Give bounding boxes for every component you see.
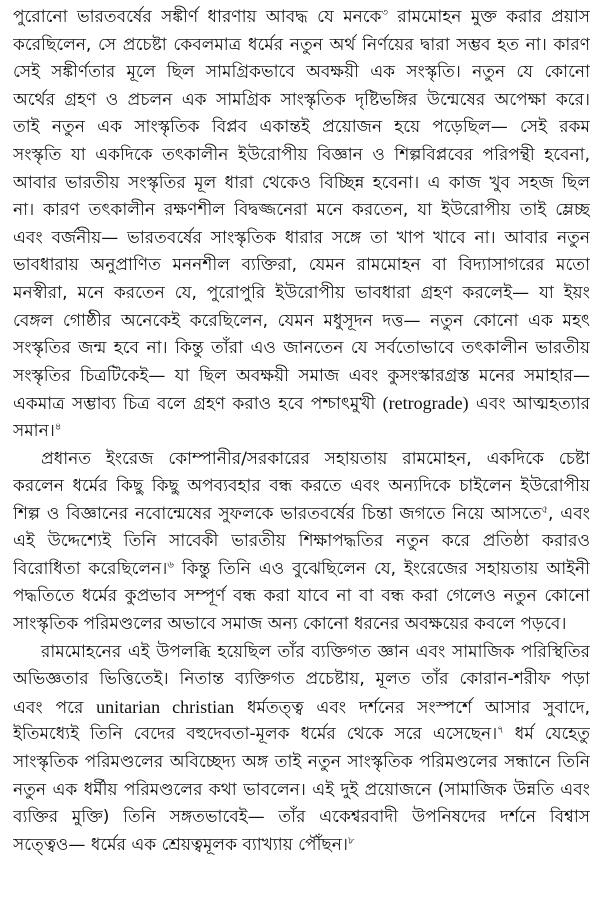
text-line [13, 142, 590, 170]
text-line [13, 694, 590, 722]
text-run: সাংস্কৃতিক পরিমণ্ডলের অভাবে সমাজ অন্য কোনো ধরনের অবক্ষয়ের কবলে পড়বে। [13, 614, 567, 635]
text-line [13, 59, 590, 87]
text-run: ইতিমধ্যেই তিনি বেদের বহুদেবতা-মূলক ধর্মের থেকে সরে এসেছেন। [13, 724, 498, 745]
text-run: মনস্বীরা, মনে করতেন যে, পুরোপুরি ইউরোপীয় ভাবধারা গ্রহণ করলেই— যা ইয়ং [13, 282, 590, 303]
text-line [13, 528, 590, 556]
text-run: রামমোহনের এই উপলব্ধি হয়েছিল তাঁর ব্যক্তিগত জ্ঞান এবং সামাজিক পরিস্থিতির [41, 641, 590, 662]
text-line [13, 280, 590, 308]
text-line [13, 197, 590, 225]
text-line [13, 418, 590, 446]
text-run: সংস্কৃতির চিত্রটিকেই— যা ছিল অবক্ষয়ী সমাজ এবং কুসংস্কারগ্রস্ত মনের সমাহার— [13, 365, 590, 386]
text-run: ভাবধারায় অনুপ্রাণিত মননশীল ব্যক্তিরা, যেমন রামমোহন বা বিদ্যাসাগরের মতো [13, 255, 590, 276]
paragraph [13, 639, 590, 860]
text-line [13, 832, 590, 860]
text-line [13, 804, 590, 832]
text-line [13, 721, 590, 749]
text-run: বিরোধিতা করেছিলেন। [13, 558, 168, 579]
text-line [13, 114, 590, 142]
footnote-marker: ৬ [167, 559, 174, 571]
text-run: এবং বর্জনীয়— ভারতবর্ষের সাংস্কৃতিক ধারার সঙ্গে তা খাপ খাবে না। আবার নতুন [13, 227, 590, 248]
text-line [13, 390, 590, 418]
text-run: সত্ত্বেও— ধর্মের এক শ্রেয়ত্বমূলক ব্যাখ্যায় পৌঁছন। [13, 834, 348, 855]
text-run: রামমোহন মুক্ত করার প্রয়াস [388, 7, 590, 27]
text-run: একমাত্র সম্ভাব্য চিত্র বলে গ্রহণ করাও হবে পশ্চাৎমুখী [13, 394, 383, 415]
text-line [13, 777, 590, 805]
text-run: অভিজ্ঞতার ভিত্তিতেই। নিতান্ত ব্যক্তিগত প্রচেষ্টায়, মূলত তাঁর কোরান-শরীফ পড়া [13, 669, 590, 690]
footnote-marker: ৮ [347, 835, 355, 847]
text-run: এবং আত্মহত্যার [468, 394, 590, 415]
text-run: সংস্কৃতির জন্ম হবে না। কিন্তু তাঁরা এও জানতেন যে সর্বতোভাবে তৎকালীন ভারতীয় [13, 338, 590, 359]
text-run: , এবং [548, 503, 590, 524]
footnote-marker: ৩ [381, 7, 389, 19]
text-line [13, 87, 590, 115]
text-run: ধর্ম যেহেতু [503, 724, 590, 745]
text-line [13, 335, 590, 363]
text-line [13, 4, 590, 32]
footnote-marker: ৭ [497, 724, 504, 736]
text-run: এই উদ্দেশ্যেই তিনি সাবেকী ভারতীয় শিক্ষাপদ্ধতির নতুন করে প্রতিষ্ঠা করারও [13, 531, 590, 552]
text-line [13, 666, 590, 694]
paragraph [13, 446, 590, 639]
text-line [13, 308, 590, 336]
text-run: ধর্মতত্ত্ব এবং দর্শনের সংস্পর্শে আসার সুবাদে, [234, 697, 590, 718]
text-line [13, 32, 590, 60]
text-line [13, 363, 590, 391]
text-run: পুরোনো ভারতবর্ষের সঙ্কীর্ণ ধারণায় আবদ্ধ যে মনকে [13, 7, 382, 27]
text-run: এবং পরে [13, 697, 97, 718]
footnote-marker: ৪ [54, 421, 62, 433]
text-run: ব্যক্তির মুক্তি) তিনি সঙ্গতভাবেই— তাঁর একেশ্বরবাদী উপনিষদের দর্শনে বিশ্বাস [13, 807, 590, 828]
text-line [13, 501, 590, 529]
text-line [13, 556, 590, 584]
text-run: বেঙ্গল গোষ্ঠীর অনেকেই করেছিলেন, যেমন মধুসূদন দত্ত— নতুন কোনো এক মহৎ [13, 310, 590, 331]
text-run: আবার ভারতীয় সংস্কৃতির মূল ধারা থেকেও বিচ্ছিন্ন হবেনা। এ কাজ খুব সহজ ছিল [13, 172, 590, 193]
text-run: তাই নতুন এক সাংস্কৃতিক বিপ্লব একান্তই প্রয়োজন হয়ে পড়েছিল— সেই রকম [13, 117, 590, 138]
text-run: করেছিলেন, সে প্রচেষ্টা কেবলমাত্র ধর্মের নতুন অর্থ নির্ণয়ের দ্বারা সম্ভব হত না। কারণ [13, 34, 590, 55]
latin-term: unitarian christian [96, 696, 235, 717]
latin-term: (retrograde) [382, 393, 469, 414]
text-run: সমান। [13, 420, 55, 441]
text-run: অর্থের গ্রহণ ও প্রচলন এক সামগ্রিক সাংস্কৃতিক দৃষ্টিভঙ্গির উন্মেষের অপেক্ষা করে। [13, 89, 590, 110]
text-line [13, 611, 590, 639]
text-line [13, 252, 590, 280]
document-page [13, 4, 590, 859]
text-line [13, 473, 590, 501]
text-run: কিন্তু তিনি এও বুঝেছিলেন যে, ইংরেজের সহায়তায় আইনী [173, 558, 590, 579]
text-run: পদ্ধতিতে ধর্মের কুপ্রভাব সম্পূর্ণ বন্ধ করা যাবে না বা বন্ধ করা গেলেও নতুন কোনো [13, 586, 590, 607]
text-line [13, 225, 590, 253]
text-line [13, 639, 590, 667]
text-run: সংস্কৃতি যা একদিকে তৎকালীন ইউরোপীয় বিজ্ঞান ও শিল্পবিপ্লবের পরিপন্থী হবেনা, [13, 144, 590, 165]
paragraph [13, 4, 590, 446]
text-line [13, 749, 590, 777]
text-line [13, 170, 590, 198]
text-line [13, 446, 590, 474]
text-line [13, 583, 590, 611]
footnote-marker: ৫ [541, 504, 549, 516]
text-run: নতুন এক ধর্মীয় পরিমণ্ডলের কথা ভাবলেন। এই দুই প্রয়োজনে (সামাজিক উন্নতি এবং [13, 779, 590, 800]
text-run: সেই সঙ্কীর্ণতার মূলে ছিল সামগ্রিকভাবে অবক্ষয়ী এক সংস্কৃতি। নতুন যে কোনো [13, 62, 590, 83]
text-run: প্রধানত ইংরেজ কোম্পানীর/সরকারের সহায়তায় রামমোহন, একদিকে চেষ্টা [41, 448, 590, 469]
text-run: শিল্প ও বিজ্ঞানের নবোন্মেষের সুফলকে ভারতবর্ষের চিন্তা জগতে নিয়ে আসতে [13, 503, 542, 524]
text-run: না। কারণ তৎকালীন রক্ষণশীল বিদ্বজ্জনেরা মনে করতেন, যা ইউরোপীয় তাই ম্লেচ্ছ [13, 200, 590, 221]
text-run: সাংস্কৃতিক পরিমণ্ডলের অবিচ্ছেদ্য অঙ্গ তাই নতুন সাংস্কৃতিক পরিমণ্ডলের সন্ধানে তিনি [13, 752, 590, 773]
text-run: করলেন ধর্মের কিছু কিছু অপব্যবহার বন্ধ করতে এবং অন্যদিকে চাইলেন ইউরোপীয় [13, 476, 590, 497]
